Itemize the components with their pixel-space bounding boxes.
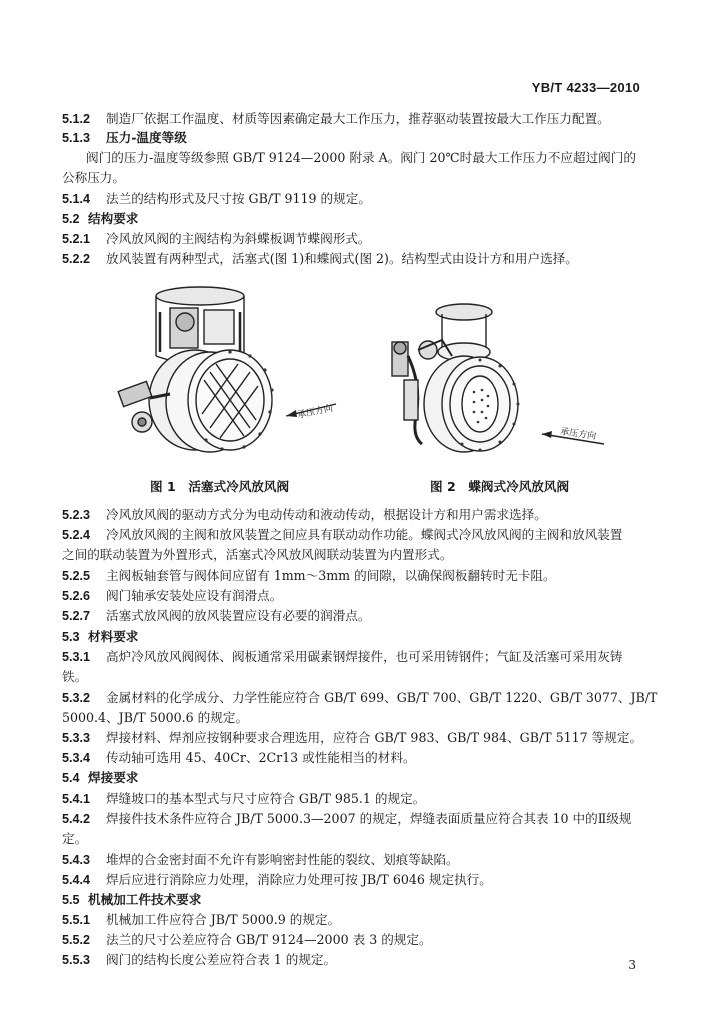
clause-title: 压力-温度等级 <box>106 130 187 145</box>
paragraph-line: 公称压力。 <box>62 170 125 185</box>
section-title: 焊接要求 <box>88 770 139 785</box>
clause-number: 5.3.2 <box>62 691 91 705</box>
clause-text: 焊缝坡口的基本型式与尺寸应符合 GB/T 985.1 的规定。 <box>106 791 426 806</box>
paragraph-line: 5000.4、JB/T 5000.6 的规定。 <box>62 710 249 725</box>
clause-5-4-1 <box>62 790 642 808</box>
section-number: 5.2 <box>62 212 80 226</box>
figure-1-arrow-label: 承压方向 <box>296 403 334 421</box>
clause-text: 焊接材料、焊剂应按钢种要求合理选用，应符合 GB/T 983、GB/T 984、GB/T 5117 等规定。 <box>106 730 643 745</box>
section-title: 结构要求 <box>88 211 139 226</box>
clause-number: 5.2.3 <box>62 508 91 522</box>
clause-number: 5.1.3 <box>62 131 91 145</box>
clause-5-2-3 <box>62 506 642 524</box>
clause-5-2-6 <box>62 587 642 605</box>
clause-number: 5.2.7 <box>62 609 91 623</box>
section-5-4 <box>62 769 642 787</box>
paragraph-line: 铁。 <box>62 669 88 684</box>
clause-5-3-4 <box>62 749 642 767</box>
clause-number: 5.2.2 <box>62 252 91 266</box>
clause-5-5-2 <box>62 931 642 949</box>
figure-2-caption: 图 2 蝶阀式冷风放风阀 <box>430 479 570 494</box>
section-number: 5.3 <box>62 630 80 644</box>
clause-number: 5.3.4 <box>62 751 91 765</box>
clause-number: 5.2.1 <box>62 232 91 246</box>
clause-5-1-4 <box>62 190 642 208</box>
clause-number: 5.1.2 <box>62 112 91 126</box>
clause-5-5-1 <box>62 911 642 929</box>
clause-text: 焊接件技术条件应符合 JB/T 5000.3—2007 的规定，焊缝表面质量应符合其表 10 中的Ⅱ级规 <box>106 811 632 826</box>
figure-2-illustration <box>382 296 612 466</box>
clause-text: 机械加工件应符合 JB/T 5000.9 的规定。 <box>106 912 341 927</box>
section-5-2 <box>62 210 642 228</box>
section-title: 材料要求 <box>88 629 139 644</box>
clause-text: 放风装置有两种型式，活塞式(图 1)和蝶阀式(图 2)。结构型式由设计方和用户选择。 <box>106 251 578 266</box>
clause-number: 5.4.3 <box>62 853 91 867</box>
clause-text: 冷风放风阀的驱动方式分为电动传动和液动传动，根据设计方和用户需求选择。 <box>106 507 547 522</box>
paragraph-line: 之间的联动装置为外置形式，活塞式冷风放风阀联动装置为内置形式。 <box>62 547 453 562</box>
clause-5-1-3 <box>62 129 642 147</box>
clause-number: 5.2.6 <box>62 589 91 603</box>
clause-number: 5.4.2 <box>62 812 91 826</box>
clause-5-4-3 <box>62 851 642 869</box>
clause-number: 5.3.1 <box>62 650 91 664</box>
clause-number: 5.2.5 <box>62 569 91 583</box>
clause-number: 5.3.3 <box>62 731 91 745</box>
clause-text: 冷风放风阀的主阀结构为斜蝶板调节蝶阀形式。 <box>106 231 371 246</box>
figure-1-illustration <box>110 282 340 462</box>
clause-5-3-1 <box>62 648 642 666</box>
clause-5-2-1 <box>62 230 642 248</box>
clause-text: 焊后应进行消除应力处理，消除应力处理可按 JB/T 6046 规定执行。 <box>106 872 492 887</box>
page-number: 3 <box>628 958 636 972</box>
clause-5-4-2 <box>62 810 642 828</box>
clause-5-2-2 <box>62 250 642 268</box>
clause-text: 法兰的尺寸公差应符合 GB/T 9124—2000 表 3 的规定。 <box>106 932 432 947</box>
clause-5-2-5 <box>62 567 642 585</box>
section-title: 机械加工件技术要求 <box>88 892 202 907</box>
clause-number: 5.5.3 <box>62 953 91 967</box>
standard-code: YB/T 4233—2010 <box>531 80 640 95</box>
clause-5-5-3 <box>62 951 642 969</box>
section-number: 5.4 <box>62 771 80 785</box>
clause-text: 主阀板轴套管与阀体间应留有 1mm～3mm 的间隙，以确保阀板翻转时无卡阻。 <box>106 568 556 583</box>
clause-number: 5.4.1 <box>62 792 91 806</box>
clause-text: 高炉冷风放风阀阀体、阀板通常采用碳素钢焊接件，也可采用铸钢件；气缸及活塞可采用灰铸 <box>106 649 623 664</box>
clause-5-2-7 <box>62 607 642 625</box>
clause-text: 阀门的结构长度公差应符合表 1 的规定。 <box>106 952 337 967</box>
section-5-5 <box>62 891 642 909</box>
clause-text: 阀门轴承安装处应设有润滑点。 <box>106 588 283 603</box>
figure-1-caption: 图 1 活塞式冷风放风阀 <box>150 479 290 494</box>
section-number: 5.5 <box>62 893 80 907</box>
clause-text: 传动轴可选用 45、40Cr、2Cr13 或性能相当的材料。 <box>106 750 416 765</box>
paragraph-line: 阀门的压力-温度等级参照 GB/T 9124—2000 附录 A。阀门 20℃时最大工作压力不应超过阀门的 <box>86 150 636 165</box>
clause-number: 5.1.4 <box>62 192 91 206</box>
clause-5-2-4 <box>62 526 642 544</box>
clause-text: 堆焊的合金密封面不允许有影响密封性能的裂纹、划痕等缺陷。 <box>106 852 459 867</box>
clause-5-4-4 <box>62 871 642 889</box>
clause-number: 5.5.2 <box>62 933 91 947</box>
paragraph-line: 定。 <box>62 831 88 846</box>
clause-text: 金属材料的化学成分、力学性能应符合 GB/T 699、GB/T 700、GB/T 1220、GB/T 3077、JB/T <box>106 690 658 705</box>
clause-5-3-2 <box>62 689 658 707</box>
figure-2-arrow-label: 承压方向 <box>559 427 597 442</box>
clause-number: 5.4.4 <box>62 873 91 887</box>
clause-text: 法兰的结构形式及尺寸按 GB/T 9119 的规定。 <box>106 191 371 206</box>
section-5-3 <box>62 628 642 646</box>
clause-5-3-3 <box>62 729 642 747</box>
clause-text: 活塞式放风阀的放风装置应设有必要的润滑点。 <box>106 608 371 623</box>
clause-text: 冷风放风阀的主阀和放风装置之间应具有联动动作功能。蝶阀式冷风放风阀的主阀和放风装置 <box>106 527 623 542</box>
clause-text: 制造厂依据工作温度、材质等因素确定最大工作压力，推荐驱动装置按最大工作压力配置。 <box>106 111 610 126</box>
clause-number: 5.2.4 <box>62 528 91 542</box>
clause-number: 5.5.1 <box>62 913 91 927</box>
clause-5-1-2 <box>62 110 642 128</box>
